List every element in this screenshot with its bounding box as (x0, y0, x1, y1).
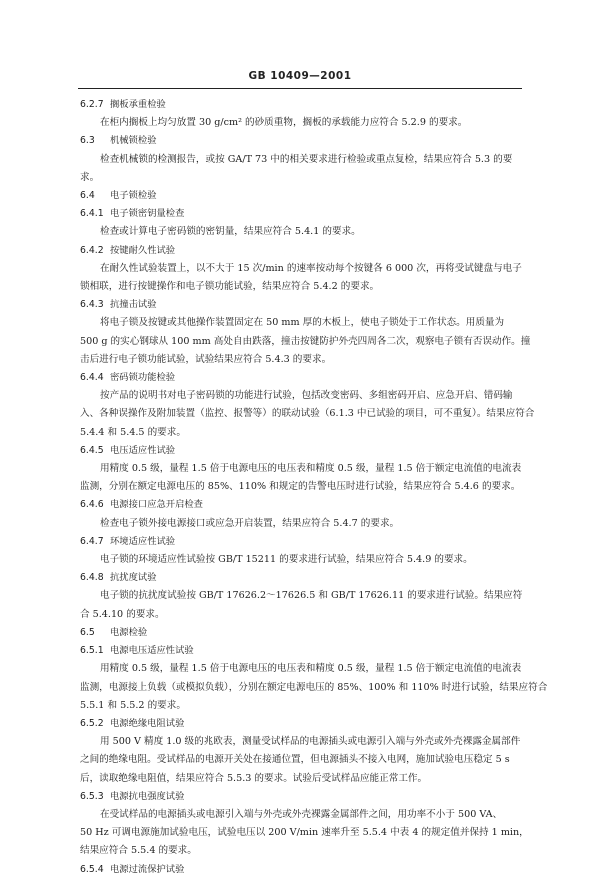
section-title: 抗扰度试验 (110, 572, 157, 584)
paragraph-line: 电子锁的抗扰度试验按 GB/T 17626.2～17626.5 和 GB/T 17626.11 的要求进行试验。结果应符 (100, 590, 523, 602)
paragraph (80, 314, 552, 369)
section-title: 电子锁密钥量检查 (110, 208, 185, 220)
section-heading (80, 205, 552, 223)
section-heading (80, 496, 552, 514)
paragraph-line: 在柜内搁板上均匀放置 30 g/cm² 的砂质重物，搁板的承载能力应符合 5.2.9 的要求。 (100, 117, 468, 129)
paragraph-line: 用 500 V 精度 1.0 级的兆欧表，测量受试样品的电源插头或电源引入端与外壳或外壳裸露金属部件 (100, 736, 521, 748)
section-number: 6.5.2 (80, 717, 104, 729)
paragraph-line: 检查电子锁外接电源接口或应急开启装置，结果应符合 5.4.7 的要求。 (100, 517, 400, 529)
standard-number-header: GB 10409—2001 (248, 70, 352, 82)
section-heading (80, 715, 552, 733)
paragraph-line: 电子锁的环境适应性试验按 GB/T 15211 的要求进行试验，结果应符合 5.4.9 的要求。 (100, 554, 473, 566)
paragraph-line: 50 Hz 可调电源施加试验电压，试验电压以 200 V/min 速率升至 5.5.4 中表 4 的规定值并保持 1 min， (80, 827, 529, 839)
paragraph (80, 660, 552, 715)
section-title: 环境适应性试验 (110, 535, 176, 547)
document-body (80, 96, 552, 879)
paragraph-line: 入、各种误操作及附加装置（监控、报警等）的联动试验（6.1.3 中已试验的项目，可不重复）。结果应符合 (80, 408, 535, 420)
paragraph-line: 合 5.4.10 的要求。 (80, 608, 165, 620)
section-number: 6.4.4 (80, 372, 104, 384)
paragraph (80, 114, 552, 132)
section-heading (80, 569, 552, 587)
section-title: 电源接口应急开启检查 (110, 499, 203, 511)
section-title: 搁板承重检验 (110, 99, 166, 110)
paragraph (80, 460, 552, 496)
section-heading (80, 533, 552, 551)
section-number: 6.3 (80, 135, 95, 147)
section-heading (80, 187, 552, 205)
paragraph-line: 5.5.1 和 5.5.2 的要求。 (80, 699, 186, 711)
paragraph (80, 260, 552, 296)
paragraph-line: 检查机械锁的检测报告，或按 GA/T 73 中的相关要求进行检验或重点复检，结果应符合 5.3 的要 (100, 153, 513, 165)
section-heading (80, 296, 552, 314)
section-number: 6.5.3 (80, 790, 104, 802)
section-number: 6.5.4 (80, 863, 104, 875)
paragraph-line: 击后进行电子锁功能试验，试验结果应符合 5.4.3 的要求。 (80, 353, 332, 365)
section-heading (80, 96, 552, 114)
paragraph-line: 监测，分别在额定电源电压的 85%、110% 和规定的告警电压时进行试验，结果应符合 5.4.6 的要求。 (80, 481, 521, 493)
section-heading (80, 132, 552, 150)
paragraph-line: 检查或计算电子密码锁的密钥量，结果应符合 5.4.1 的要求。 (100, 226, 361, 238)
paragraph-line: 结果应符合 5.5.4 的要求。 (80, 845, 197, 857)
paragraph (80, 223, 552, 241)
section-number: 6.4.3 (80, 299, 104, 311)
section-title: 密码锁功能检验 (110, 372, 176, 384)
section-title: 抗撞击试验 (110, 299, 157, 311)
section-title: 电源过流保护试验 (110, 863, 185, 875)
section-number: 6.4.5 (80, 444, 104, 456)
section-number: 6.4.2 (80, 244, 104, 256)
section-title: 电源电压适应性试验 (110, 645, 194, 657)
section-heading (80, 788, 552, 806)
section-title: 按键耐久性试验 (110, 244, 176, 256)
section-heading (80, 442, 552, 460)
paragraph-line: 求。 (80, 171, 100, 183)
paragraph-line: 监测，电源接上负载（或模拟负载），分别在额定电源电压的 85%、100% 和 110% 时进行试验，结果应符合 (80, 681, 548, 693)
paragraph (80, 733, 552, 788)
paragraph-line: 用精度 0.5 级，量程 1.5 倍于电源电压的电压表和精度 0.5 级，量程 1.5 倍于额定电流值的电流表 (100, 463, 522, 475)
paragraph (80, 387, 552, 442)
section-heading (80, 642, 552, 660)
section-number: 6.4.8 (80, 572, 104, 584)
section-title: 电源抗电强度试验 (110, 790, 185, 802)
section-heading (80, 242, 552, 260)
section-heading (80, 369, 552, 387)
section-number: 6.4.1 (80, 208, 104, 220)
paragraph-line: 500 g 的实心钢球从 100 mm 高处自由跌落，撞击按键防护外壳四周各二次，观察电子锁有否误动作。撞 (80, 335, 531, 347)
paragraph-line: 后，读取绝缘电阻值，结果应符合 5.5.3 的要求。试验后受试样品应能正常工作。 (80, 772, 428, 784)
paragraph-line: 在耐久性试验装置上，以不大于 15 次/min 的速率按动每个按键各 6 000 次，再将受试键盘与电子 (100, 262, 522, 274)
section-title: 电源检验 (110, 626, 148, 638)
section-number: 6.4 (80, 190, 95, 202)
paragraph-line: 用精度 0.5 级，量程 1.5 倍于电源电压的电压表和精度 0.5 级，量程 1.5 倍于额定电流值的电流表 (100, 663, 522, 675)
section-heading (80, 624, 552, 642)
paragraph-line: 之间的绝缘电阻。受试样品的电源开关处在接通位置，但电源插头不接入电网，施加试验电压稳定 5 s (80, 754, 510, 766)
paragraph-line: 在受试样品的电源插头或电源引入端与外壳或外壳裸露金属部件之间，用功率不小于 500 VA、 (100, 808, 503, 820)
paragraph (80, 551, 552, 569)
paragraph-line: 锁相联，进行按键操作和电子锁功能试验，结果应符合 5.4.2 的要求。 (80, 281, 380, 293)
paragraph-line: 将电子锁及按键或其他操作装置固定在 50 mm 厚的木板上，使电子锁处于工作状态。用质量为 (100, 317, 505, 329)
section-heading (80, 861, 552, 879)
section-title: 电子锁检验 (110, 190, 157, 202)
section-number: 6.4.6 (80, 499, 104, 511)
section-title: 电压适应性试验 (110, 444, 176, 456)
paragraph-line: 按产品的说明书对电子密码锁的功能进行试验，包括改变密码、多组密码开启、应急开启、错码输 (100, 390, 513, 402)
section-number: 6.4.7 (80, 535, 104, 547)
paragraph (80, 806, 552, 861)
paragraph (80, 151, 552, 187)
section-title: 电源绝缘电阻试验 (110, 717, 185, 729)
section-number: 6.5.1 (80, 645, 104, 657)
section-number: 6.5 (80, 626, 95, 638)
section-title: 机械锁检验 (110, 135, 157, 147)
paragraph (80, 515, 552, 533)
header-rule (78, 88, 522, 89)
section-number: 6.2.7 (80, 99, 104, 110)
paragraph-line: 5.4.4 和 5.4.5 的要求。 (80, 426, 186, 438)
paragraph (80, 587, 552, 623)
